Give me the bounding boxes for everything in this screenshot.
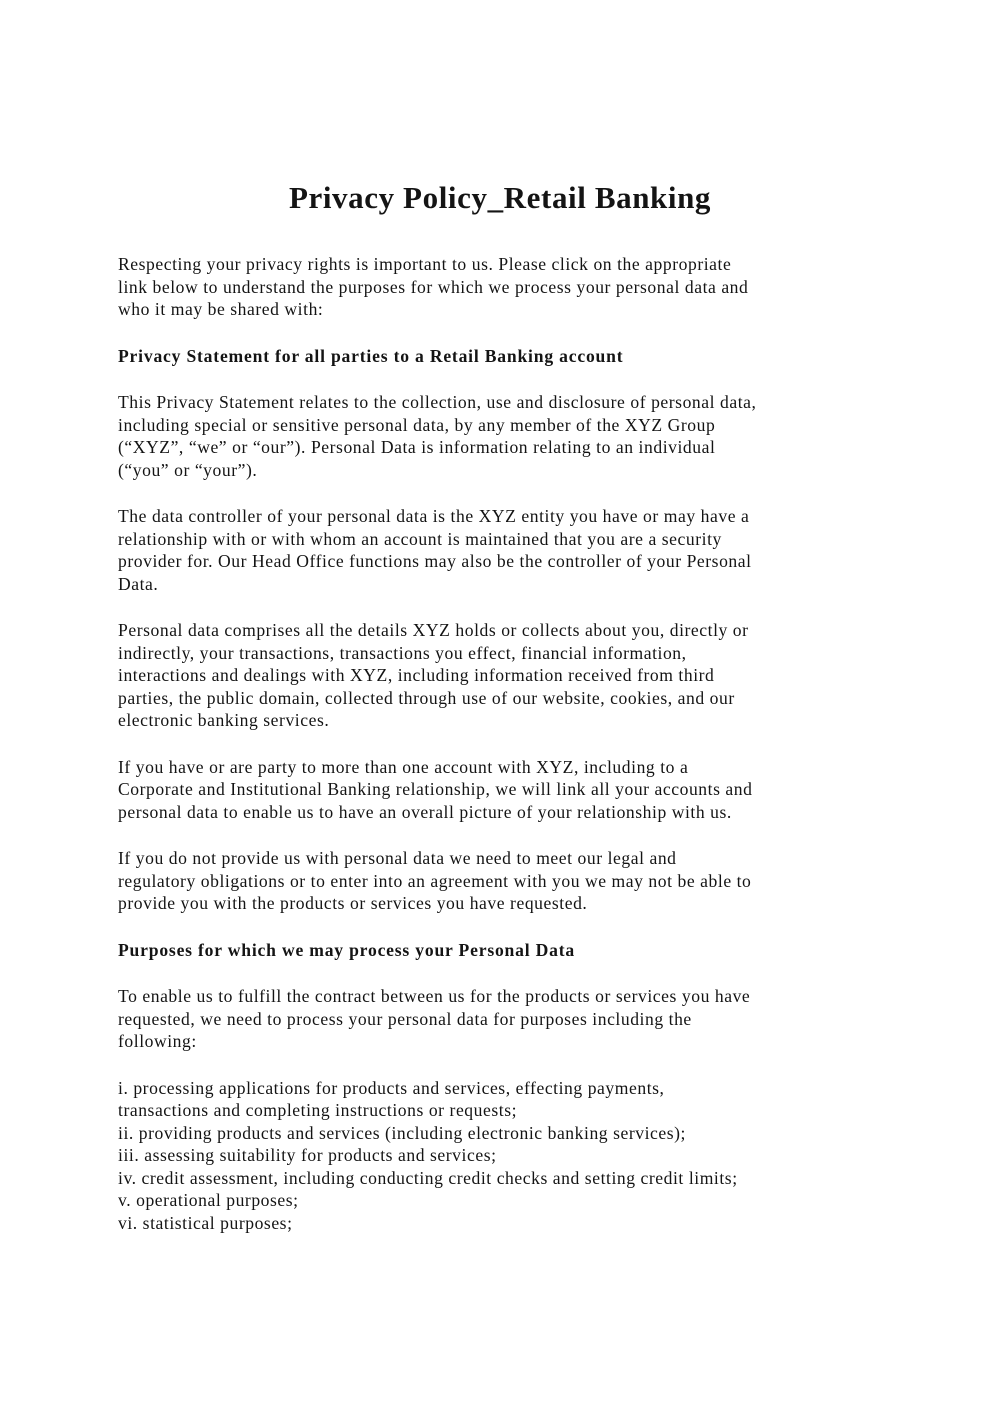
- list-item: v. operational purposes;: [118, 1190, 299, 1210]
- list-item: vi. statistical purposes;: [118, 1212, 293, 1233]
- section-heading-privacy-statement: Privacy Statement for all parties to a Retail Banking account: [118, 345, 624, 366]
- list-item: i. processing applications for products and services, effecting payments, transactions and completing instructions or requests;: [118, 1077, 665, 1120]
- list-item: ii. providing products and services (including electronic banking services);: [118, 1122, 686, 1143]
- intro-paragraph: Respecting your privacy rights is important to us. Please click on the appropriate link below to understand the purposes for which we process your personal data and who it may be shared with:: [118, 254, 749, 319]
- list-item: iii. assessing suitability for products and services;: [118, 1145, 497, 1165]
- paragraph-linked-accounts: If you have or are party to more than one account with XYZ, including to a Corporate and Institutional Banking relationship, we will link all your accounts and personal data to enable us to have an overall picture of your relationship with us.: [118, 756, 753, 822]
- paragraph-personal-data-definition: Personal data comprises all the details XYZ holds or collects about you, directly or indirectly, your transactions, transactions you effect, financial information, interactions and dealings with XYZ, including information received from third parties, the public domain, collected through use of our website, cookies, and our electronic banking services.: [118, 620, 749, 730]
- document-body: [118, 253, 888, 1234]
- paragraph-privacy-statement-scope: This Privacy Statement relates to the collection, use and disclosure of personal data, including special or sensitive personal data, by any member of the XYZ Group (“XYZ”, “we” or “our”). Personal Data is information relating to an individual (“you” or “your”).: [118, 392, 757, 480]
- list-item: iv. credit assessment, including conducting credit checks and setting credit limits;: [118, 1167, 738, 1188]
- section-heading-purposes: Purposes for which we may process your Personal Data: [118, 939, 575, 960]
- paragraph-data-controller: The data controller of your personal data is the XYZ entity you have or may have a relationship with or with whom an account is maintained that you are a security provider for. Our Head Office functions may also be the controller of your Personal Data.: [118, 506, 752, 594]
- paragraph-data-not-provided: If you do not provide us with personal data we need to meet our legal and regulatory obligations or to enter into an agreement with you we may not be able to provide you with the products or services you have requested.: [118, 848, 752, 913]
- paragraph-purposes-intro: To enable us to fulfill the contract between us for the products or services you have requested, we need to process your personal data for purposes including the following:: [118, 986, 751, 1051]
- page-title: Privacy Policy_Retail Banking: [288, 180, 712, 215]
- purposes-list: [118, 1077, 888, 1235]
